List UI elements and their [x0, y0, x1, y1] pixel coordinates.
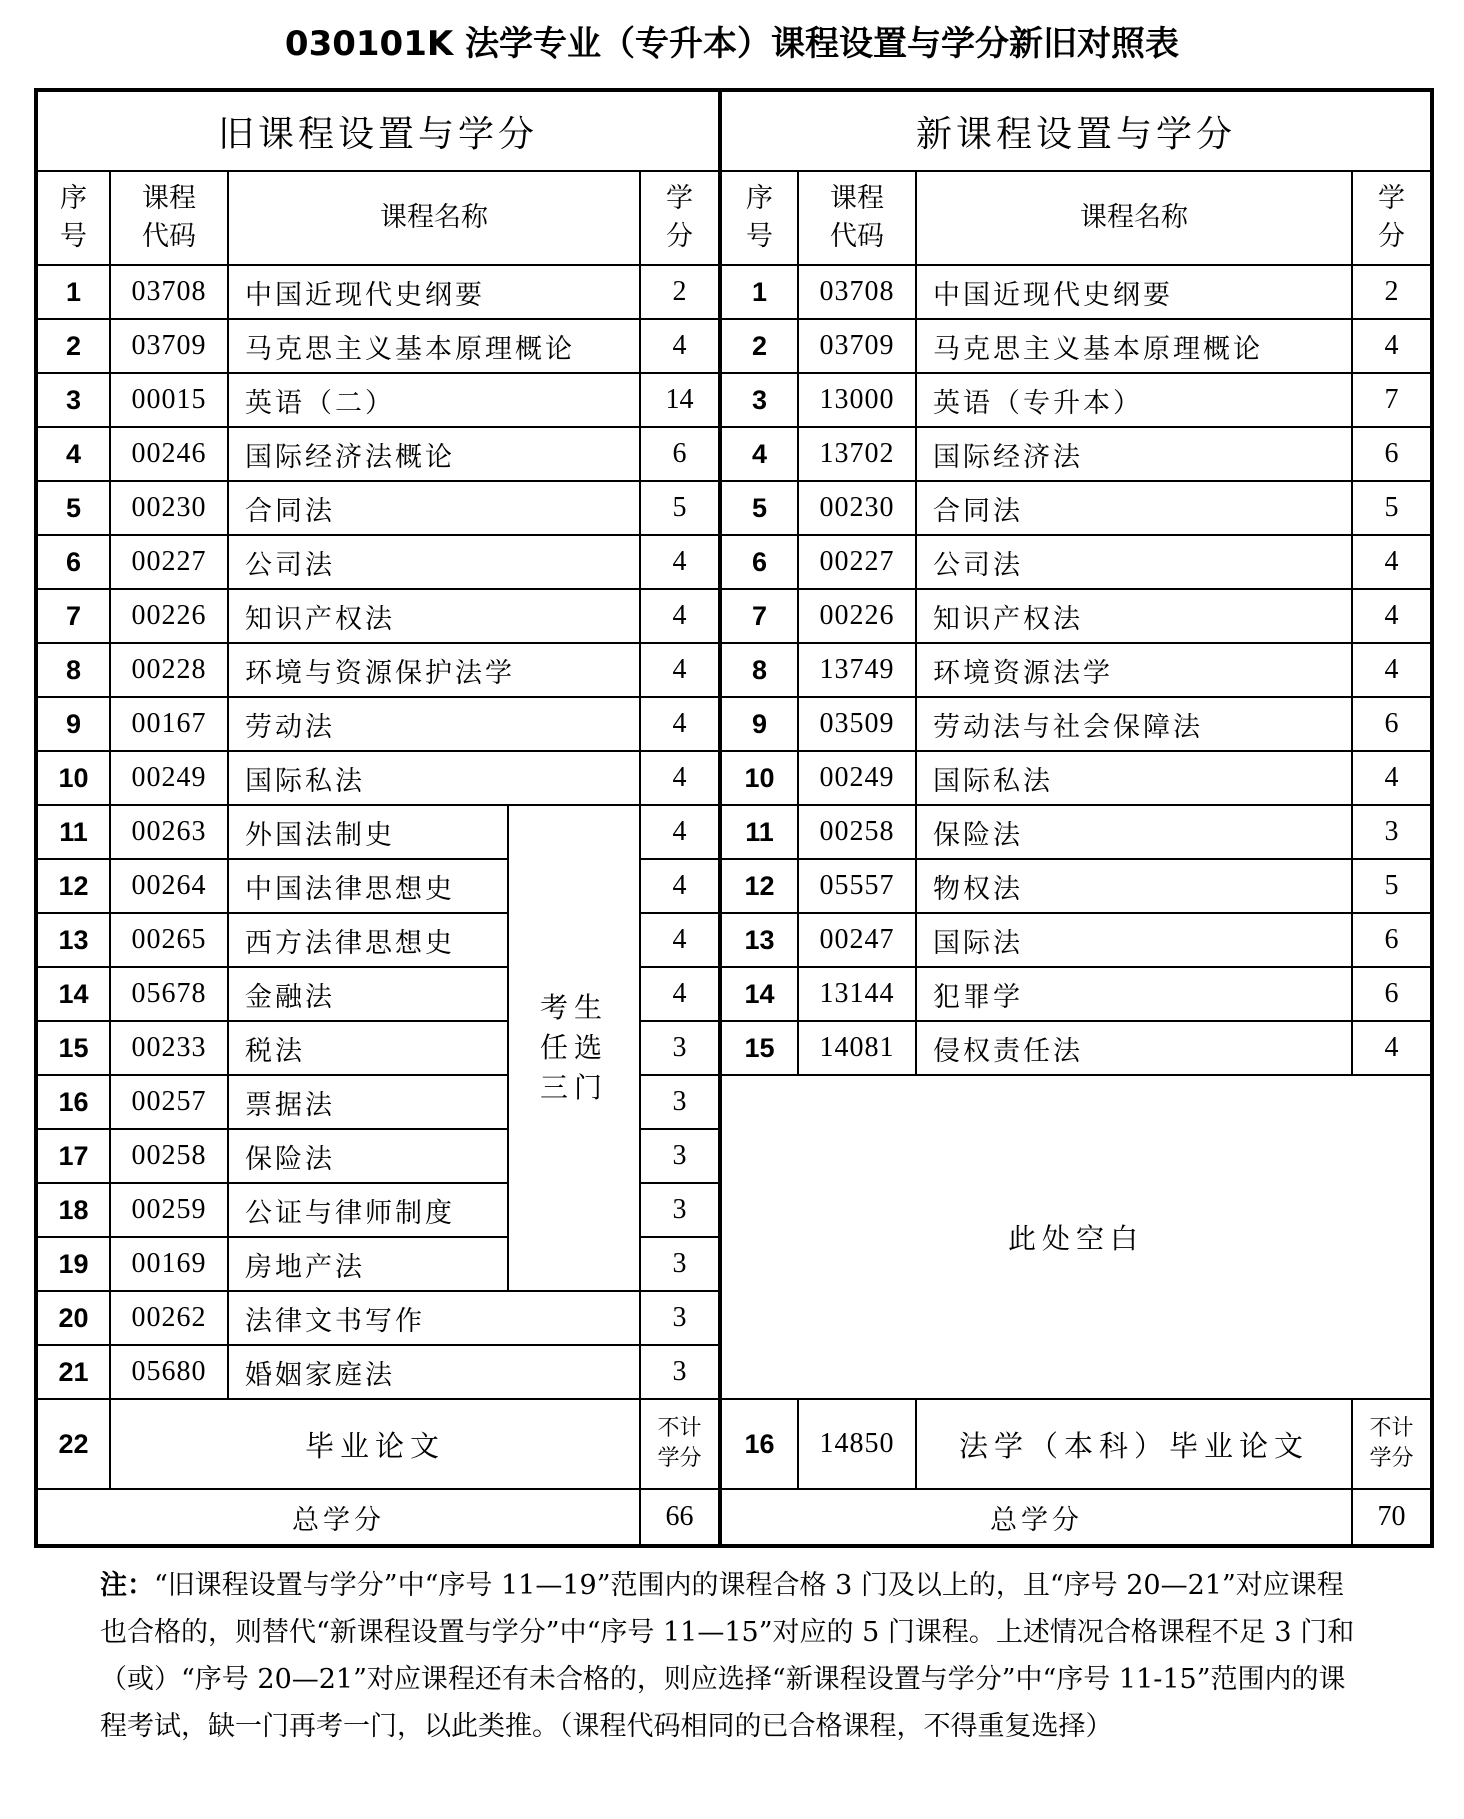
footnote-text: “旧课程设置与学分”中“序号 11—19”范围内的课程合格 3 门及以上的，且“序号 20—21”对应课程也合格的，则替代“新课程设置与学分”中“序号 11—15”对应的 5 门课程。上述情况合格课程不足 3 门和（或）“序号 20—21”对应课程还有未合格的，则应选择“新课程设置与学分”中“序号 11-15”范围内的课程考试，缺一门再考一门，以此类推。（课程代码相同的已合格课程，不得重复选择） — [100, 1570, 1355, 1742]
new-name-cell: 侵权责任法 — [916, 1021, 1352, 1075]
old-code-cell: 00259 — [110, 1183, 228, 1237]
new-name-cell: 合同法 — [916, 481, 1352, 535]
new-seq-cell: 12 — [720, 859, 798, 913]
table-row — [36, 589, 1432, 643]
old-seq-cell: 3 — [36, 373, 110, 427]
new-seq-cell: 1 — [720, 265, 798, 319]
old-code-cell: 00228 — [110, 643, 228, 697]
old-credit-cell: 3 — [640, 1129, 720, 1183]
total-row — [36, 1489, 1432, 1546]
old-seq-cell: 11 — [36, 805, 110, 859]
new-code-header: 课程 代码 — [798, 171, 916, 265]
new-name-cell: 犯罪学 — [916, 967, 1352, 1021]
new-seq-cell: 2 — [720, 319, 798, 373]
new-seq-cell: 8 — [720, 643, 798, 697]
new-credit-cell: 4 — [1352, 643, 1432, 697]
old-credit-cell: 14 — [640, 373, 720, 427]
new-seq-cell: 3 — [720, 373, 798, 427]
old-name-cell: 中国法律思想史 — [228, 859, 508, 913]
old-code-cell: 00249 — [110, 751, 228, 805]
new-code-cell: 00258 — [798, 805, 916, 859]
old-seq-cell: 12 — [36, 859, 110, 913]
old-name-cell: 票据法 — [228, 1075, 508, 1129]
table-row — [36, 373, 1432, 427]
old-name-cell: 公证与律师制度 — [228, 1183, 508, 1237]
old-seq-cell: 5 — [36, 481, 110, 535]
new-name-cell: 英语（专升本） — [916, 373, 1352, 427]
new-name-cell: 物权法 — [916, 859, 1352, 913]
new-seq-cell: 10 — [720, 751, 798, 805]
old-name-cell: 环境与资源保护法学 — [228, 643, 640, 697]
old-name-cell: 马克思主义基本原理概论 — [228, 319, 640, 373]
new-code-cell: 00247 — [798, 913, 916, 967]
old-seq-header: 序 号 — [36, 171, 110, 265]
old-name-cell: 保险法 — [228, 1129, 508, 1183]
new-credit-cell: 6 — [1352, 913, 1432, 967]
old-credit-cell: 4 — [640, 859, 720, 913]
old-seq-cell: 16 — [36, 1075, 110, 1129]
new-seq-cell: 13 — [720, 913, 798, 967]
new-name-cell: 劳动法与社会保障法 — [916, 697, 1352, 751]
new-name-cell: 马克思主义基本原理概论 — [916, 319, 1352, 373]
old-name-cell: 法律文书写作 — [228, 1291, 640, 1345]
new-seq-cell: 5 — [720, 481, 798, 535]
old-credit-cell: 4 — [640, 751, 720, 805]
old-seq-cell: 1 — [36, 265, 110, 319]
column-header-row — [36, 171, 1432, 265]
new-credit-cell: 4 — [1352, 319, 1432, 373]
table-row — [36, 1021, 1432, 1075]
new-seq-cell: 9 — [720, 697, 798, 751]
old-credit-cell: 4 — [640, 319, 720, 373]
old-total-label: 总学分 — [36, 1489, 640, 1546]
new-thesis-name: 法学（本科）毕业论文 — [916, 1399, 1352, 1489]
old-name-cell: 税法 — [228, 1021, 508, 1075]
new-seq-cell: 4 — [720, 427, 798, 481]
old-credit-cell: 3 — [640, 1075, 720, 1129]
new-thesis-credit: 不计 学分 — [1352, 1399, 1432, 1489]
old-code-cell: 00226 — [110, 589, 228, 643]
old-name-header: 课程名称 — [228, 171, 640, 265]
new-code-cell: 05557 — [798, 859, 916, 913]
old-name-cell: 劳动法 — [228, 697, 640, 751]
table-row — [36, 967, 1432, 1021]
new-thesis-seq: 16 — [720, 1399, 798, 1489]
new-seq-cell: 7 — [720, 589, 798, 643]
old-section-title: 旧课程设置与学分 — [36, 90, 720, 171]
old-credit-cell: 4 — [640, 643, 720, 697]
new-seq-cell: 14 — [720, 967, 798, 1021]
old-name-cell: 房地产法 — [228, 1237, 508, 1291]
old-credit-cell: 5 — [640, 481, 720, 535]
old-seq-cell: 10 — [36, 751, 110, 805]
thesis-row — [36, 1399, 1432, 1489]
footnote — [100, 1562, 1360, 1750]
new-code-cell: 13749 — [798, 643, 916, 697]
new-credit-cell: 6 — [1352, 967, 1432, 1021]
new-name-header: 课程名称 — [916, 171, 1352, 265]
old-seq-cell: 21 — [36, 1345, 110, 1399]
old-name-cell: 西方法律思想史 — [228, 913, 508, 967]
old-name-cell: 国际经济法概论 — [228, 427, 640, 481]
old-name-cell: 合同法 — [228, 481, 640, 535]
new-code-cell: 00227 — [798, 535, 916, 589]
old-seq-cell: 13 — [36, 913, 110, 967]
new-code-cell: 03509 — [798, 697, 916, 751]
new-code-cell: 13702 — [798, 427, 916, 481]
old-credit-cell: 4 — [640, 697, 720, 751]
old-code-cell: 00265 — [110, 913, 228, 967]
table-row — [36, 481, 1432, 535]
old-code-cell: 00262 — [110, 1291, 228, 1345]
new-credit-cell: 7 — [1352, 373, 1432, 427]
new-code-cell: 14081 — [798, 1021, 916, 1075]
table-row — [36, 1075, 1432, 1129]
old-seq-cell: 19 — [36, 1237, 110, 1291]
page-title: 030101K 法学专业（专升本）课程设置与学分新旧对照表 — [284, 24, 1180, 64]
old-name-cell: 知识产权法 — [228, 589, 640, 643]
old-code-cell: 00263 — [110, 805, 228, 859]
new-seq-cell: 15 — [720, 1021, 798, 1075]
new-name-cell: 国际经济法 — [916, 427, 1352, 481]
old-seq-cell: 9 — [36, 697, 110, 751]
old-seq-cell: 20 — [36, 1291, 110, 1345]
old-thesis-name: 毕业论文 — [110, 1399, 640, 1489]
old-credit-cell: 2 — [640, 265, 720, 319]
new-code-cell: 03708 — [798, 265, 916, 319]
old-code-cell: 00246 — [110, 427, 228, 481]
old-seq-cell: 7 — [36, 589, 110, 643]
old-credit-cell: 4 — [640, 589, 720, 643]
old-code-cell: 00264 — [110, 859, 228, 913]
table-row — [36, 859, 1432, 913]
old-credit-cell: 3 — [640, 1183, 720, 1237]
old-seq-cell: 14 — [36, 967, 110, 1021]
new-seq-cell: 11 — [720, 805, 798, 859]
old-credit-cell: 6 — [640, 427, 720, 481]
old-code-cell: 05678 — [110, 967, 228, 1021]
new-credit-cell: 4 — [1352, 1021, 1432, 1075]
new-code-cell: 00230 — [798, 481, 916, 535]
old-total-value: 66 — [640, 1489, 720, 1546]
new-code-cell: 03709 — [798, 319, 916, 373]
old-code-cell: 03708 — [110, 265, 228, 319]
new-total-label: 总学分 — [720, 1489, 1352, 1546]
new-code-cell: 13144 — [798, 967, 916, 1021]
new-name-cell: 中国近现代史纲要 — [916, 265, 1352, 319]
old-name-cell: 中国近现代史纲要 — [228, 265, 640, 319]
footnote-label: 注： — [100, 1570, 154, 1601]
old-seq-cell: 8 — [36, 643, 110, 697]
new-name-cell: 国际法 — [916, 913, 1352, 967]
table-row — [36, 805, 1432, 859]
new-seq-cell: 6 — [720, 535, 798, 589]
table-row — [36, 265, 1432, 319]
old-code-cell: 00227 — [110, 535, 228, 589]
new-credit-header: 学 分 — [1352, 171, 1432, 265]
old-code-header: 课程 代码 — [110, 171, 228, 265]
table-row — [36, 751, 1432, 805]
table-row — [36, 535, 1432, 589]
old-name-cell: 金融法 — [228, 967, 508, 1021]
new-name-cell: 公司法 — [916, 535, 1352, 589]
table-row — [36, 427, 1432, 481]
old-seq-cell: 2 — [36, 319, 110, 373]
new-credit-cell: 4 — [1352, 589, 1432, 643]
new-credit-cell: 3 — [1352, 805, 1432, 859]
old-name-cell: 婚姻家庭法 — [228, 1345, 640, 1399]
new-credit-cell: 2 — [1352, 265, 1432, 319]
new-credit-cell: 4 — [1352, 751, 1432, 805]
table-row — [36, 913, 1432, 967]
old-code-cell: 03709 — [110, 319, 228, 373]
section-header-row — [36, 90, 1432, 171]
old-credit-cell: 3 — [640, 1021, 720, 1075]
new-credit-cell: 6 — [1352, 427, 1432, 481]
old-seq-cell: 15 — [36, 1021, 110, 1075]
old-code-cell: 00167 — [110, 697, 228, 751]
old-thesis-seq: 22 — [36, 1399, 110, 1489]
old-code-cell: 00169 — [110, 1237, 228, 1291]
old-credit-header: 学 分 — [640, 171, 720, 265]
new-seq-header: 序 号 — [720, 171, 798, 265]
new-code-cell: 13000 — [798, 373, 916, 427]
table-row — [36, 319, 1432, 373]
new-name-cell: 环境资源法学 — [916, 643, 1352, 697]
old-credit-cell: 4 — [640, 805, 720, 859]
new-section-title: 新课程设置与学分 — [720, 90, 1432, 171]
old-credit-cell: 4 — [640, 967, 720, 1021]
new-credit-cell: 5 — [1352, 481, 1432, 535]
old-credit-cell: 3 — [640, 1237, 720, 1291]
old-code-cell: 00015 — [110, 373, 228, 427]
new-credit-cell: 6 — [1352, 697, 1432, 751]
old-seq-cell: 6 — [36, 535, 110, 589]
old-code-cell: 00257 — [110, 1075, 228, 1129]
old-name-cell: 外国法制史 — [228, 805, 508, 859]
old-credit-cell: 3 — [640, 1345, 720, 1399]
old-name-cell: 国际私法 — [228, 751, 640, 805]
new-total-value: 70 — [1352, 1489, 1432, 1546]
course-comparison-table — [34, 88, 1434, 1548]
old-thesis-credit: 不计 学分 — [640, 1399, 720, 1489]
new-name-cell: 保险法 — [916, 805, 1352, 859]
old-code-cell: 05680 — [110, 1345, 228, 1399]
old-seq-cell: 18 — [36, 1183, 110, 1237]
new-name-cell: 国际私法 — [916, 751, 1352, 805]
new-name-cell: 知识产权法 — [916, 589, 1352, 643]
new-credit-cell: 5 — [1352, 859, 1432, 913]
blank-area-note: 此处空白 — [720, 1075, 1432, 1399]
old-name-cell: 英语（二） — [228, 373, 640, 427]
old-code-cell: 00230 — [110, 481, 228, 535]
old-credit-cell: 3 — [640, 1291, 720, 1345]
old-seq-cell: 4 — [36, 427, 110, 481]
old-code-cell: 00233 — [110, 1021, 228, 1075]
new-credit-cell: 4 — [1352, 535, 1432, 589]
old-credit-cell: 4 — [640, 535, 720, 589]
old-credit-cell: 4 — [640, 913, 720, 967]
old-code-cell: 00258 — [110, 1129, 228, 1183]
table-row — [36, 697, 1432, 751]
old-seq-cell: 17 — [36, 1129, 110, 1183]
new-thesis-code: 14850 — [798, 1399, 916, 1489]
new-code-cell: 00226 — [798, 589, 916, 643]
new-code-cell: 00249 — [798, 751, 916, 805]
elective-note: 考生 任选 三门 — [508, 805, 640, 1291]
old-name-cell: 公司法 — [228, 535, 640, 589]
table-row — [36, 643, 1432, 697]
